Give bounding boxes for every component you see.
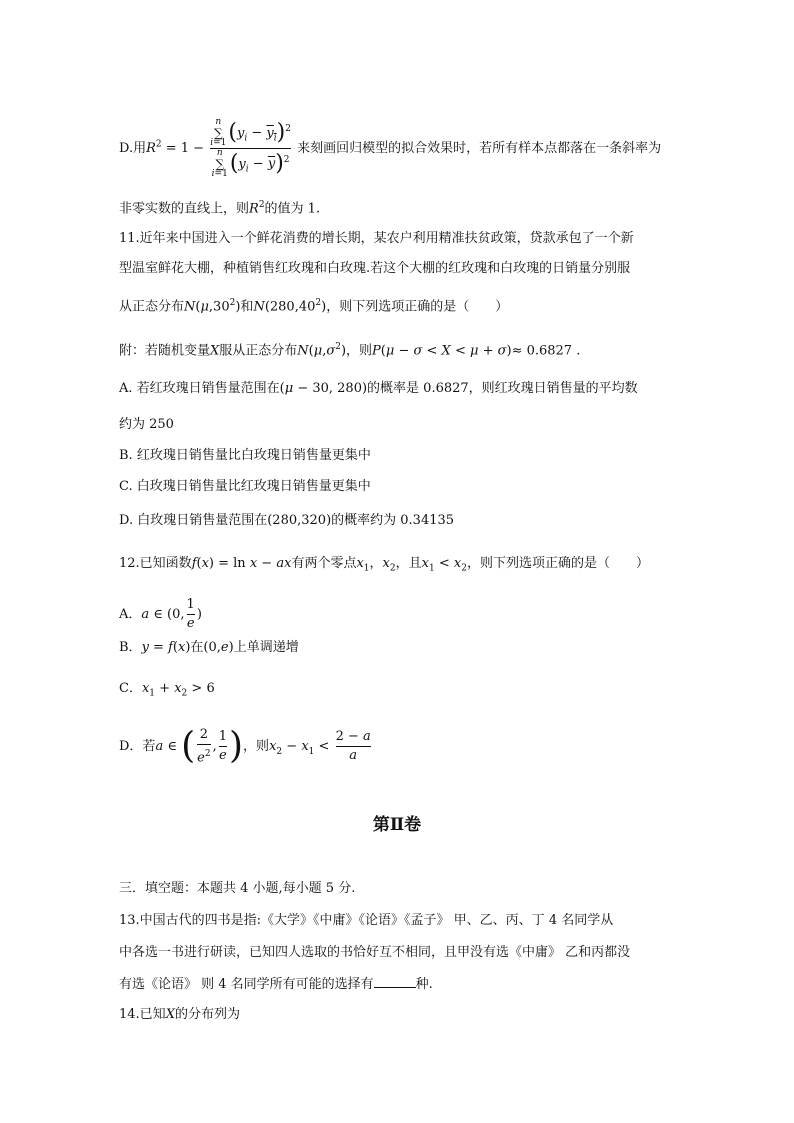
q11-stem-line3: 从正态分布$N(\mu,30^2)$和N(280,40$^2$)，则下列选项正确的是（ ）	[119, 298, 509, 315]
q13-line1: 13.中国古代的四书是指:《大学》《中庸》《论语》《孟子》 甲、乙、丙、丁 4 名同学从	[119, 913, 614, 928]
q11-option-a-cont: 约为 250	[119, 417, 174, 432]
q10-option-d-cont: 非零实数的直线上，则$R^2$的值为 1.	[119, 200, 321, 217]
q13-line2: 中各选一书进行研读，已知四人选取的书恰好互不相同，且甲没有选《中庸》 乙和丙都没	[119, 945, 631, 960]
q13-line3: 有选《论语》 则 4 名同学所有可能的选择有 种.	[119, 977, 433, 992]
q12-option-c: C．$x_1 + x_2 > 6$	[119, 681, 215, 699]
q11-stem-line1: 11.近年来中国进入一个鲜花消费的增长期，某农户利用精准扶贫政策，贷款承包了一个新	[119, 231, 634, 246]
section-title: 第Ⅱ卷	[372, 815, 422, 835]
q11-stem-line2: 型温室鲜花大棚，种植销售红玫瑰和白玫瑰.若这个大棚的红玫瑰和白玫瑰的日销量分别服	[119, 261, 631, 276]
answer-blank[interactable]	[374, 975, 416, 988]
q11-note: 附：若随机变量X服从正态分布$N(\mu,\sigma^2)$，则P(μ − σ < X < μ + σ)≈ 0.6827 .	[119, 342, 581, 359]
q12-option-d: D．若a ∈ ( $\frac{2}{e^2}$ , $\frac{1}{e}$ )，则$x_2 - x_1$ < $\frac{2 - a}{a}$	[119, 725, 371, 767]
q11-option-a: A. 若红玫瑰日销售量范围在(μ − 30, 280)的概率是 0.6827，则红玫瑰日销售量的平均数	[119, 381, 638, 396]
r-squared-fraction: n ∑ i=1 $(y_i - y_i)^2$ n ∑ i=1 $(y_i - \overline{y})^2$	[210, 117, 291, 179]
q12-option-b: B．y = f(x)在(0,e)上单调递增	[119, 640, 299, 655]
q11-option-c: C. 白玫瑰日销售量比红玫瑰日销售量更集中	[119, 479, 371, 494]
q12-option-a: A．a ∈ (0, $\frac{1}{e}$ )	[119, 597, 202, 631]
fill-in-heading: 三．填空题：本题共 4 小题,每小题 5 分.	[119, 881, 356, 896]
q14-stem: 14.已知X的分布列为	[119, 1007, 240, 1022]
q11-option-b: B. 红玫瑰日销售量比白玫瑰日销售量更集中	[119, 448, 371, 463]
q12-stem: 12.已知函数f(x) = ln x − ax有两个零点$x_1$，$x_2$，且$x_1 < x_2$，则下列选项正确的是（ ）	[119, 556, 649, 574]
q11-option-d: D. 白玫瑰日销售量范围在(280,320)的概率约为 0.34135	[119, 513, 455, 528]
q10-option-d: D.用$R^2 = 1$ − n ∑ i=1 $(y_i - y_i)^2$ n ∑ i=1 $(y_i - \overline{y})^2$ 来刻画回归模型的拟合效果时，若所有样本点都落在一条斜率为	[119, 117, 662, 179]
